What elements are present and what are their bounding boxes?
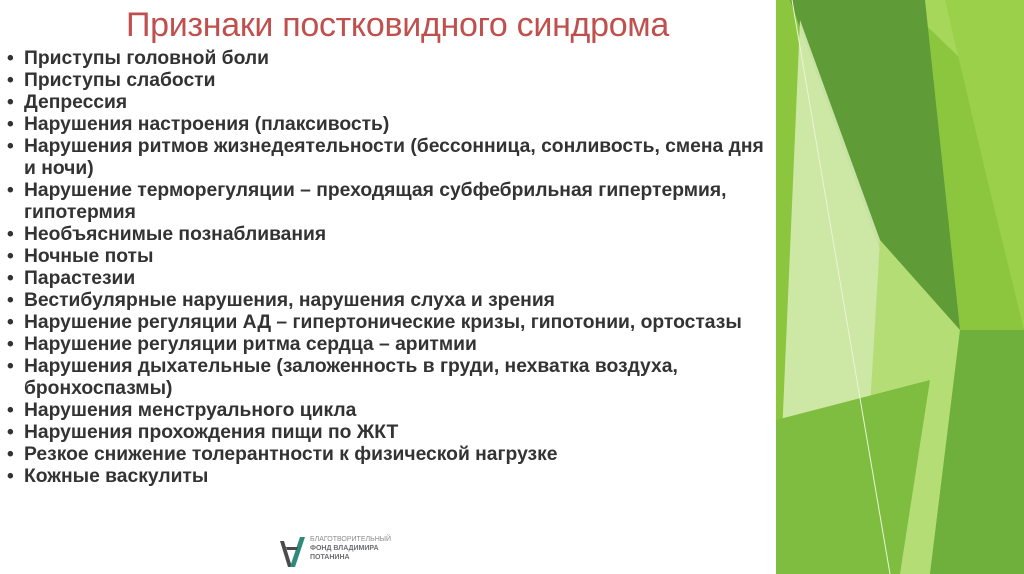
list-item-text: Нарушения ритмов жизнедеятельности (бессонница, сонливость, смена дня и ночи) xyxy=(24,136,764,179)
bullet: • xyxy=(7,444,14,465)
logo-line-3: ПОТАНИНА xyxy=(310,554,350,561)
slide-title: Признаки постковидного синдрома xyxy=(126,6,669,44)
list-item xyxy=(6,180,766,224)
list-item xyxy=(6,92,766,114)
bullet: • xyxy=(7,312,14,333)
list-item-text: Вестибулярные нарушения, нарушения слуха и зрения xyxy=(24,290,555,311)
list-item xyxy=(6,334,766,356)
bullet: • xyxy=(7,422,14,443)
logo-line-1: БЛАГОТВОРИТЕЛЬНЫЙ xyxy=(310,536,391,543)
list-item xyxy=(6,422,766,444)
list-item-text: Кожные васкулиты xyxy=(24,466,209,487)
list-item xyxy=(6,224,766,246)
list-item xyxy=(6,290,766,312)
bullet: • xyxy=(7,466,14,487)
bullet: • xyxy=(7,92,14,113)
list-item-text: Резкое снижение толерантности к физической нагрузке xyxy=(24,444,558,465)
bullet: • xyxy=(7,114,14,135)
logo-mark-bar xyxy=(286,547,298,550)
list-item xyxy=(6,48,766,70)
bullet: • xyxy=(7,334,14,355)
logo-line-2: ФОНД ВЛАДИМИРА xyxy=(310,545,379,552)
list-item xyxy=(6,246,766,268)
list-item xyxy=(6,136,766,180)
bullet: • xyxy=(7,224,14,245)
list-item-text: Необъяснимые познабливания xyxy=(24,224,327,245)
list-item-text: Парастезии xyxy=(24,268,136,289)
bullet: • xyxy=(7,136,14,157)
bullet: • xyxy=(7,48,14,69)
logo-text xyxy=(310,535,391,562)
symptom-list xyxy=(6,48,766,488)
list-item xyxy=(6,400,766,422)
list-item-text: Нарушение терморегуляции – преходящая субфебрильная гипертермия, гипотермия xyxy=(24,180,727,223)
list-item-text: Депрессия xyxy=(24,92,128,113)
list-item-text: Нарушения настроения (плаксивость) xyxy=(24,114,390,135)
list-item-text: Ночные поты xyxy=(24,246,154,267)
list-item-text: Нарушения прохождения пищи по ЖКТ xyxy=(24,422,399,443)
bullet: • xyxy=(7,400,14,421)
list-item-text: Нарушение регуляции АД – гипертонические кризы, гипотонии, ортостазы xyxy=(24,312,742,333)
bullet: • xyxy=(7,290,14,311)
foundation-logo xyxy=(278,533,438,573)
logo-mark-right xyxy=(290,537,305,567)
bullet: • xyxy=(7,70,14,91)
list-item-text: Нарушения менструального цикла xyxy=(24,400,357,421)
list-item xyxy=(6,466,766,488)
list-item-text: Нарушение регуляции ритма сердца – аритмии xyxy=(24,334,477,355)
list-item-text: Приступы слабости xyxy=(24,70,216,91)
bullet: • xyxy=(7,246,14,267)
bullet: • xyxy=(7,268,14,289)
list-item xyxy=(6,356,766,400)
list-item xyxy=(6,312,766,334)
logo-mark-left xyxy=(280,541,292,567)
list-item xyxy=(6,444,766,466)
list-item xyxy=(6,268,766,290)
list-item-text: Нарушения дыхательные (заложенность в груди, нехватка воздуха, бронхоспазмы) xyxy=(24,356,678,399)
bullet: • xyxy=(7,356,14,377)
bullet: • xyxy=(7,180,14,201)
list-item xyxy=(6,114,766,136)
list-item-text: Приступы головной боли xyxy=(24,48,269,69)
list-item xyxy=(6,70,766,92)
potanin-logo-icon xyxy=(278,533,308,571)
